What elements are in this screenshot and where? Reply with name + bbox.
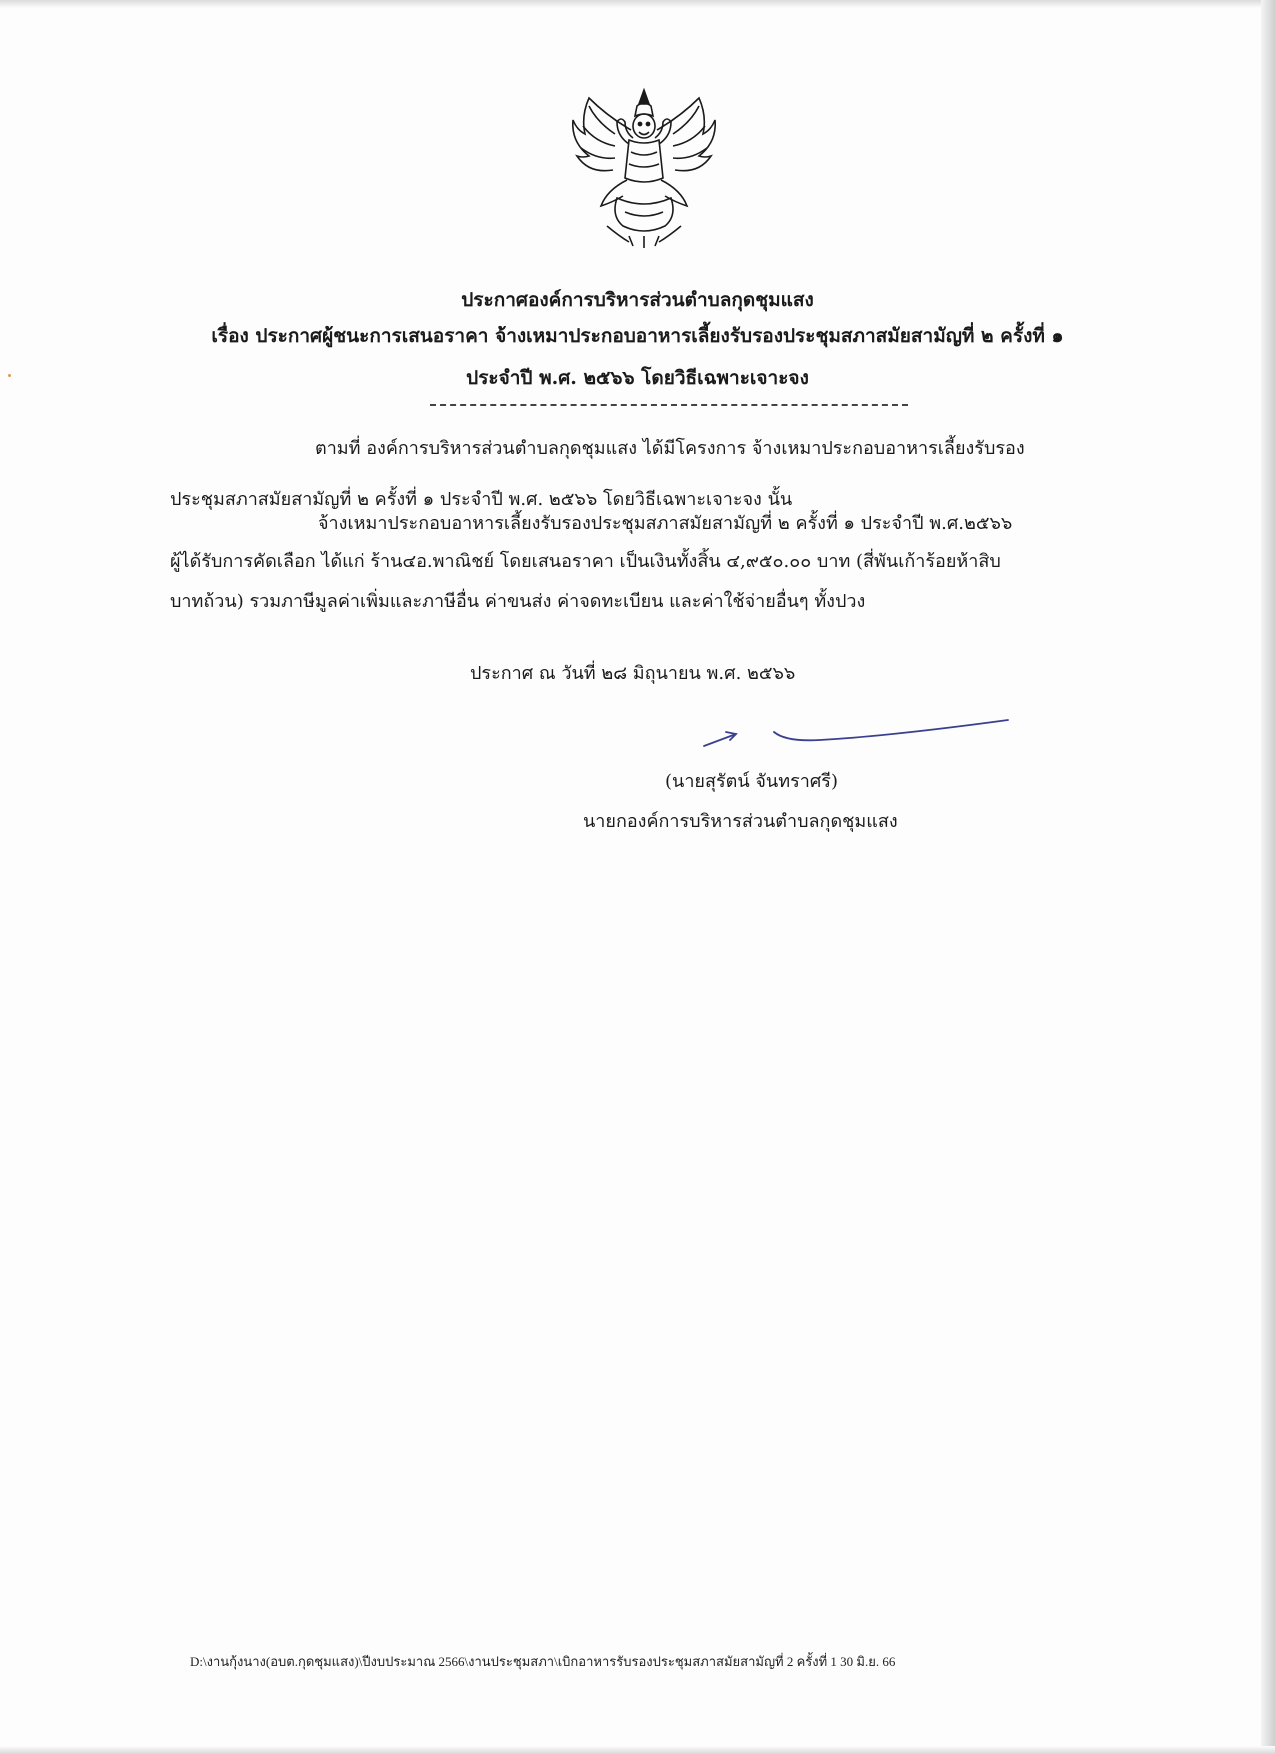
garuda-emblem-icon [567,86,722,251]
paragraph-2-line-1: จ้างเหมาประกอบอาหารเลี้ยงรับรองประชุมสภาสมัยสามัญที่ ๒ ครั้งที่ ๑ ประจำปี พ.ศ.๒๕๖๖ [318,513,1013,534]
signer-name: (นายสุรัตน์ จันทราศรี) [665,771,838,792]
signer-position: นายกองค์การบริหารส่วนตำบลกุดชุมแสง [583,811,898,832]
handwritten-signature [690,710,1010,760]
header-divider [430,404,908,406]
scan-edge-top [0,0,1275,8]
document-subject: เรื่อง ประกาศผู้ชนะการเสนอราคา จ้างเหมาประกอบอาหารเลี้ยงรับรองประชุมสภาสมัยสามัญที่ ๒ ครั้งที่ ๑ [211,325,1064,347]
paragraph-2-line-2: ผู้ได้รับการคัดเลือก ได้แก่ ร้าน๔อ.พาณิชย์ โดยเสนอราคา เป็นเงินทั้งสิ้น ๔,๙๕๐.๐๐ บาท (สี่พันเก้าร้อยห้าสิบ [170,551,1001,572]
paragraph-1-line-2: ประชุมสภาสมัยสามัญที่ ๒ ครั้งที่ ๑ ประจำปี พ.ศ. ๒๕๖๖ โดยวิธีเฉพาะเจาะจง นั้น [170,489,793,510]
document-subject-continued: ประจำปี พ.ศ. ๒๕๖๖ โดยวิธีเฉพาะเจาะจง [466,367,809,389]
footer-file-path: D:\งานกุ้งนาง(อบต.กุดชุมแสง)\ปีงบประมาณ 2566\งานประชุมสภา\เบิกอาหารรับรองประชุมสภาสมัยสามัญที่ 2 ครั้งที่ 1 30 มิ.ย. 66 [190,1654,896,1669]
scan-edge-bottom [0,1746,1275,1754]
scan-edge-right [1261,0,1275,1754]
paragraph-1-line-1: ตามที่ องค์การบริหารส่วนตำบลกุดชุมแสง ได้มีโครงการ จ้างเหมาประกอบอาหารเลี้ยงรับรอง [315,438,1025,459]
document-heading: ประกาศองค์การบริหารส่วนตำบลกุดชุมแสง [461,289,814,311]
paragraph-2-line-3: บาทถ้วน) รวมภาษีมูลค่าเพิ่มและภาษีอื่น ค่าขนส่ง ค่าจดทะเบียน และค่าใช้จ่ายอื่นๆ ทั้งปวง [170,591,866,612]
announcement-date: ประกาศ ณ วันที่ ๒๘ มิถุนายน พ.ศ. ๒๕๖๖ [470,663,796,684]
